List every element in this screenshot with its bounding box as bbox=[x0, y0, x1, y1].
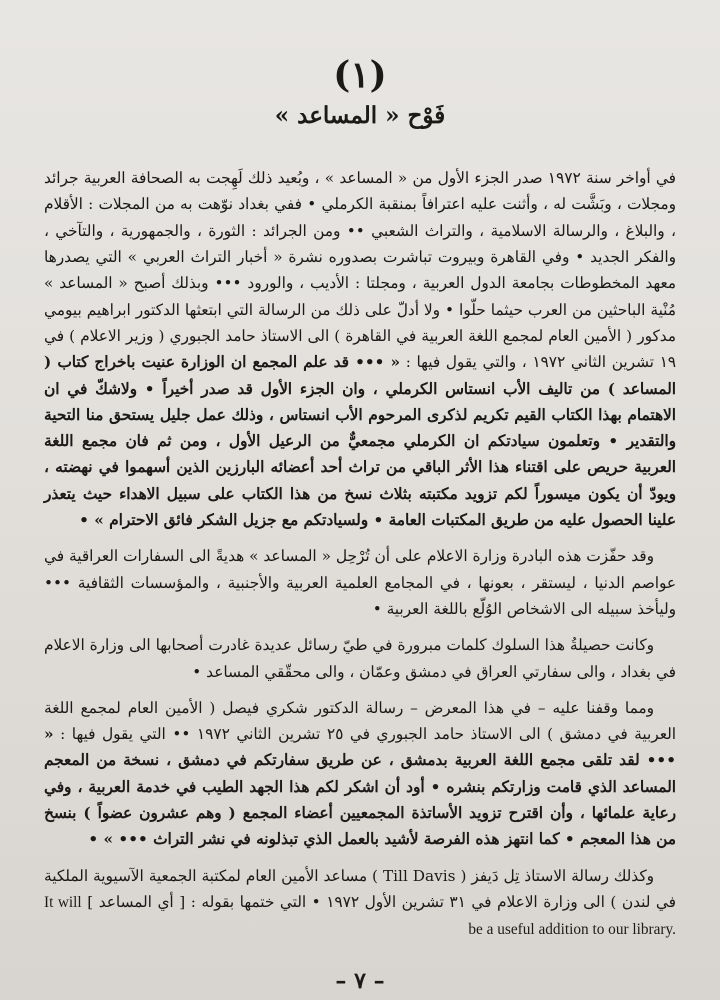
paragraph-2-text: وقد حفّزت هذه البادرة وزارة الاعلام على أن تُرْحِل « المساعد » هديةً الى السفارات العراقية في عواصم الدنيا ، ليستقر ، بعونها ، في المجامع العلمية العربية والأجنبية ، والمؤسسات الثقافية ••• وليأخذ سبيله الى الاشخاص الوُلّع باللغة العربية • bbox=[44, 547, 676, 618]
page-number: – ٧ – bbox=[335, 968, 385, 994]
paragraph-4 bbox=[44, 695, 676, 853]
chapter-number: (١) bbox=[333, 54, 387, 96]
paragraph-5-english-quote: It will be a useful addition to our library. bbox=[44, 893, 676, 939]
chapter-title: فَوْح « المساعد » bbox=[274, 101, 446, 129]
paragraph-5 bbox=[44, 863, 676, 944]
paragraph-2 bbox=[44, 543, 676, 622]
paragraph-3-text: وكانت حصيلةُ هذا السلوك كلمات مبرورة في طيّ رسائل عديدة غادرت أصحابها الى وزارة الاعلام في بغداد ، والى سفارتي العراق في دمشق وعمّان ، والى محقّقي المساعد • bbox=[44, 636, 676, 681]
paragraph-1-text: في أواخر سنة ١٩٧٢ صدر الجزء الأول من « المساعد » ، وبُعيد ذلك لَهِجت به الصحافة العربية جرائد ومجلات ، وبَشَّت له ، وأثنت عليه اعترافاً بمنقبة الكرملي • ففي بغداد نوّهت به من المجلات : الأقلام ، والبلاغ ، والرسالة الاسلامية ، والتراث الشعبي •• ومن الجرائد : الثورة ، والجمهورية ، والتآخي ، والفكر الجديد • وفي القاهرة وبيروت تباشرت بصدوره نشرة « أخبار التراث العربي » التي يصدرها معهد المخطوطات بجامعة الدول العربية ، ومجلتا : الأديب ، والورود ••• وبذلك أصبح « المساعد » مُنْية الباحثين من العرب حيثما حلّوا • ولا أدلّ على ذلك من الرسالة التي ابتعثها الدكتور ابراهيم بيومي مدكور ( الأمين العام لمجمع اللغة العربية في القاهرة ) الى الاستاذ حامد الجبوري ( وزير الاعلام ) في ١٩ تشرين الثاني ١٩٧٢ ، والتي يقول فيها : bbox=[44, 169, 677, 372]
paragraph-3 bbox=[44, 632, 676, 685]
paragraph-4-quote: « ••• لقد تلقى مجمع اللغة العربية بدمشق ، عن طريق سفارتكم في دمشق ، نسخة من المعجم المساعد الذي قامت وزارتكم بنشره • أود أن اشكر لكم هذا الجهد الطيب في خدمة العربية ، وفي رعاية علمائها ، وأن اقترح تزويد الأساتذة المجمعيين أعضاء المجمع ( وهم عشرون عضواً ) بنسخ من هذا المعجم • كما انتهز هذه الفرصة لأشيد بالعمل الذي تبذلونه في نشر التراث ••• » • bbox=[44, 725, 676, 849]
paragraph-1-quote: « ••• قد علم المجمع ان الوزارة عنيت باخراج كتاب ( المساعد ) من تاليف الأب انستاس الكرملي ، وان الجزء الأول قد صدر أخيراً • ولاشكّ في ان الاهتمام بهذا الكتاب القيم تكريم لذكرى المرحوم الأب انستاس ، وذلك عمل جليل يستحق منا التحية والتقدير • وتعلمون سيادتكم ان الكرملي مجمعيٌّ من الرعيل الأول ، ومن ثم فان مجمع اللغة العربية حريص على اقتناء هذا الأثر الباقي من تراث أحد أعضائه البارزين الذين أسهموا في نهضته ، ويودّ أن يكون ميسوراً لكم تزويد مكتبته بثلاث نسخ من هذا الكتاب على سبيل الاهداء حيث يتعذر علينا الحصول عليه من طريق المكتبات العامة • ولسيادتكم مع جزيل الشكر فائق الاحترام » • bbox=[44, 353, 676, 530]
paragraph-1 bbox=[44, 165, 676, 533]
page-content bbox=[44, 56, 676, 976]
paragraph-4-text: ومما وقفنا عليه – في هذا المعرض – رسالة الدكتور شكري فيصل ( الأمين العام لمجمع اللغة العربية في دمشق ) الى الاستاذ حامد الجبوري في ٢٥ تشرين الثاني ١٩٧٢ •• التي يقول فيها : bbox=[44, 698, 676, 744]
paragraph-5-text: وكذلك رسالة الاستاذ تِل دَيفز ( Till Davis ) مساعد الأمين العام لمكتبة الجمعية الآسيوية الملكية في لندن ) الى وزارة الاعلام في ٣١ تشرين الأول ١٩٧٢ • التي ختمها بقوله : [ أي المساعد ] bbox=[44, 866, 676, 911]
